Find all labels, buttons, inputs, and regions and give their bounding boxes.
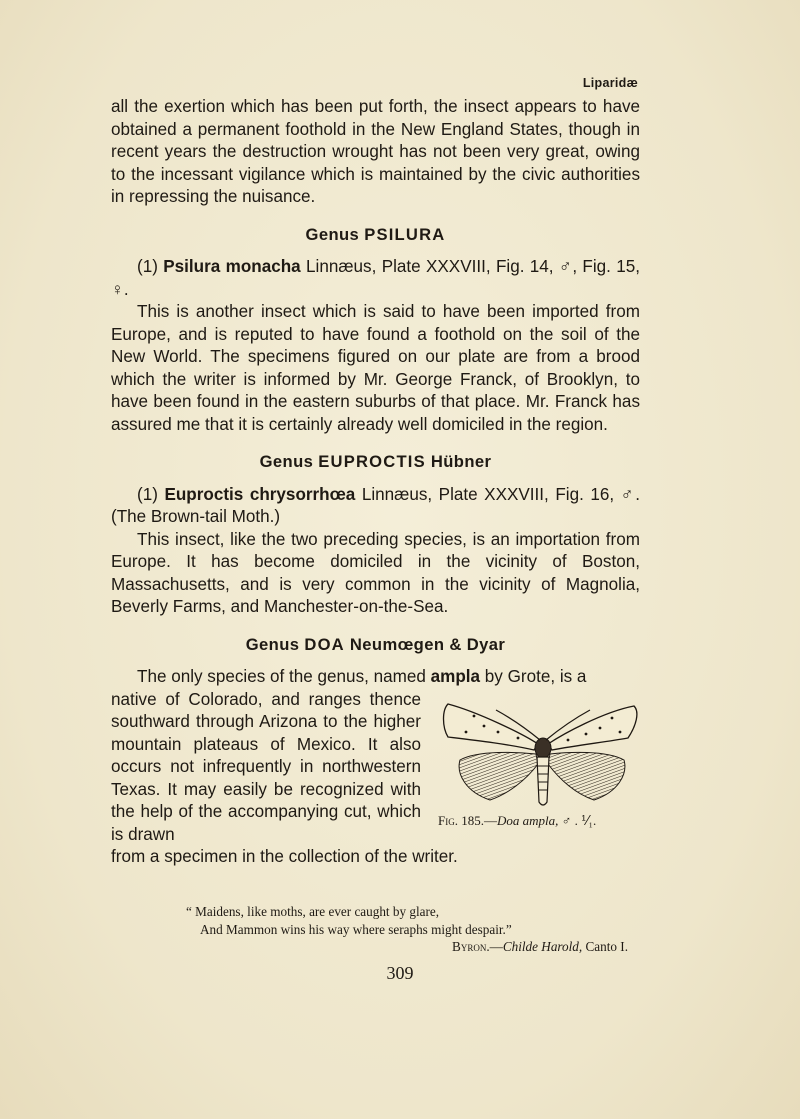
- epigraph-attribution: [186, 938, 656, 956]
- doa-wrapped-text: native of Colorado, and ranges thence southward through Arizona to the higher mountain plateaus of Mexico. It also occurs not infrequently in northwestern Texas. It may easily be recognized with the help of the accompanying cut, which is drawn: [111, 689, 421, 844]
- attribution-work: Childe Harold,: [502, 939, 583, 954]
- entry-number: (1): [137, 257, 158, 276]
- figure-sex-scale: ♂ . ⅟₁.: [561, 813, 597, 828]
- epigraph-line-1: “ Maidens, like moths, are ever caught by glare,: [186, 904, 440, 919]
- doa-text-post: by Grote, is a: [484, 667, 587, 686]
- moth-illustration: [438, 702, 648, 807]
- attribution-dash: —: [489, 939, 503, 954]
- caption-dash: —: [483, 813, 497, 828]
- genus-name: EUPROCTIS: [318, 452, 426, 471]
- epigraph-line-2: And Mammon wins his way where seraphs might despair.”: [200, 921, 512, 937]
- genus-name: DOA: [304, 634, 345, 654]
- doa-first-line: [111, 666, 640, 689]
- species-name: Psilura monacha: [163, 257, 301, 276]
- species-name: Euproctis chrysorrhœa: [164, 484, 356, 504]
- genus-label: Genus: [245, 634, 300, 654]
- attribution-author: Byron.: [452, 939, 490, 954]
- doa-last-line: from a specimen in the collection of the writer.: [111, 847, 458, 866]
- genus-label: Genus: [259, 452, 314, 471]
- figure-185: [438, 702, 648, 852]
- species-entry-euproctis: [111, 484, 640, 529]
- doa-section: [111, 666, 640, 869]
- genus-heading-euproctis: [111, 451, 640, 474]
- genus-author: Neumœgen & Dyar: [349, 634, 506, 654]
- running-head: Liparidæ: [582, 76, 638, 90]
- epigraph: [186, 903, 656, 956]
- intro-paragraph: all the exertion which has been put forth, the insect appears to have obtained a permanent foothold in the New England States, though in recent years the destruction wrought has not been very great, owing to the incessant vigilance which is maintained by the civic authorities in repressing the nuisance.: [111, 97, 640, 206]
- species-entry-psilura: [111, 256, 640, 301]
- page-number: 309: [386, 963, 414, 983]
- genus-label: Genus: [305, 224, 360, 244]
- doa-text-pre: The only species of the genus, named: [137, 667, 426, 686]
- body-paragraph-euproctis: This insect, like the two preceding species, is an importation from Europe. It has become domiciled in the vicinity of Boston, Massachusetts, and is very common in the vicinity of Magnolia, Beverly Farms, and Manchester-on-the-Sea.: [111, 529, 640, 616]
- species-name-ampla: ampla: [430, 667, 481, 686]
- figure-caption: [438, 810, 648, 833]
- body-paragraph-psilura: This is another insect which is said to have been imported from Europe, and is reputed to have found a foothold on the soil of the New World. The specimens figured on our plate are from a brood which the writer is informed by Mr. George Franck, of Brooklyn, to have been found in the eastern suburbs of that place. Mr. Franck has assured me that it is certainly already well domiciled in the region.: [111, 302, 640, 434]
- genus-author: Hübner: [430, 452, 492, 471]
- entry-rest: Linnæus, Plate XXXVIII, Fig. 14, ♂, Fig. 15, ♀.: [111, 257, 641, 299]
- page-body: [111, 96, 640, 869]
- entry-rest: Linnæus, Plate XXXVIII, Fig. 16, ♂. (The Brown-tail Moth.): [111, 484, 641, 526]
- genus-name: PSILURA: [364, 224, 446, 244]
- figure-species: Doa ampla,: [496, 813, 559, 828]
- genus-heading-doa: [111, 634, 640, 657]
- attribution-canto: Canto I.: [585, 939, 628, 954]
- figure-number: Fig. 185.: [438, 813, 484, 828]
- genus-heading-psilura: [111, 224, 640, 247]
- entry-number: (1): [137, 484, 158, 504]
